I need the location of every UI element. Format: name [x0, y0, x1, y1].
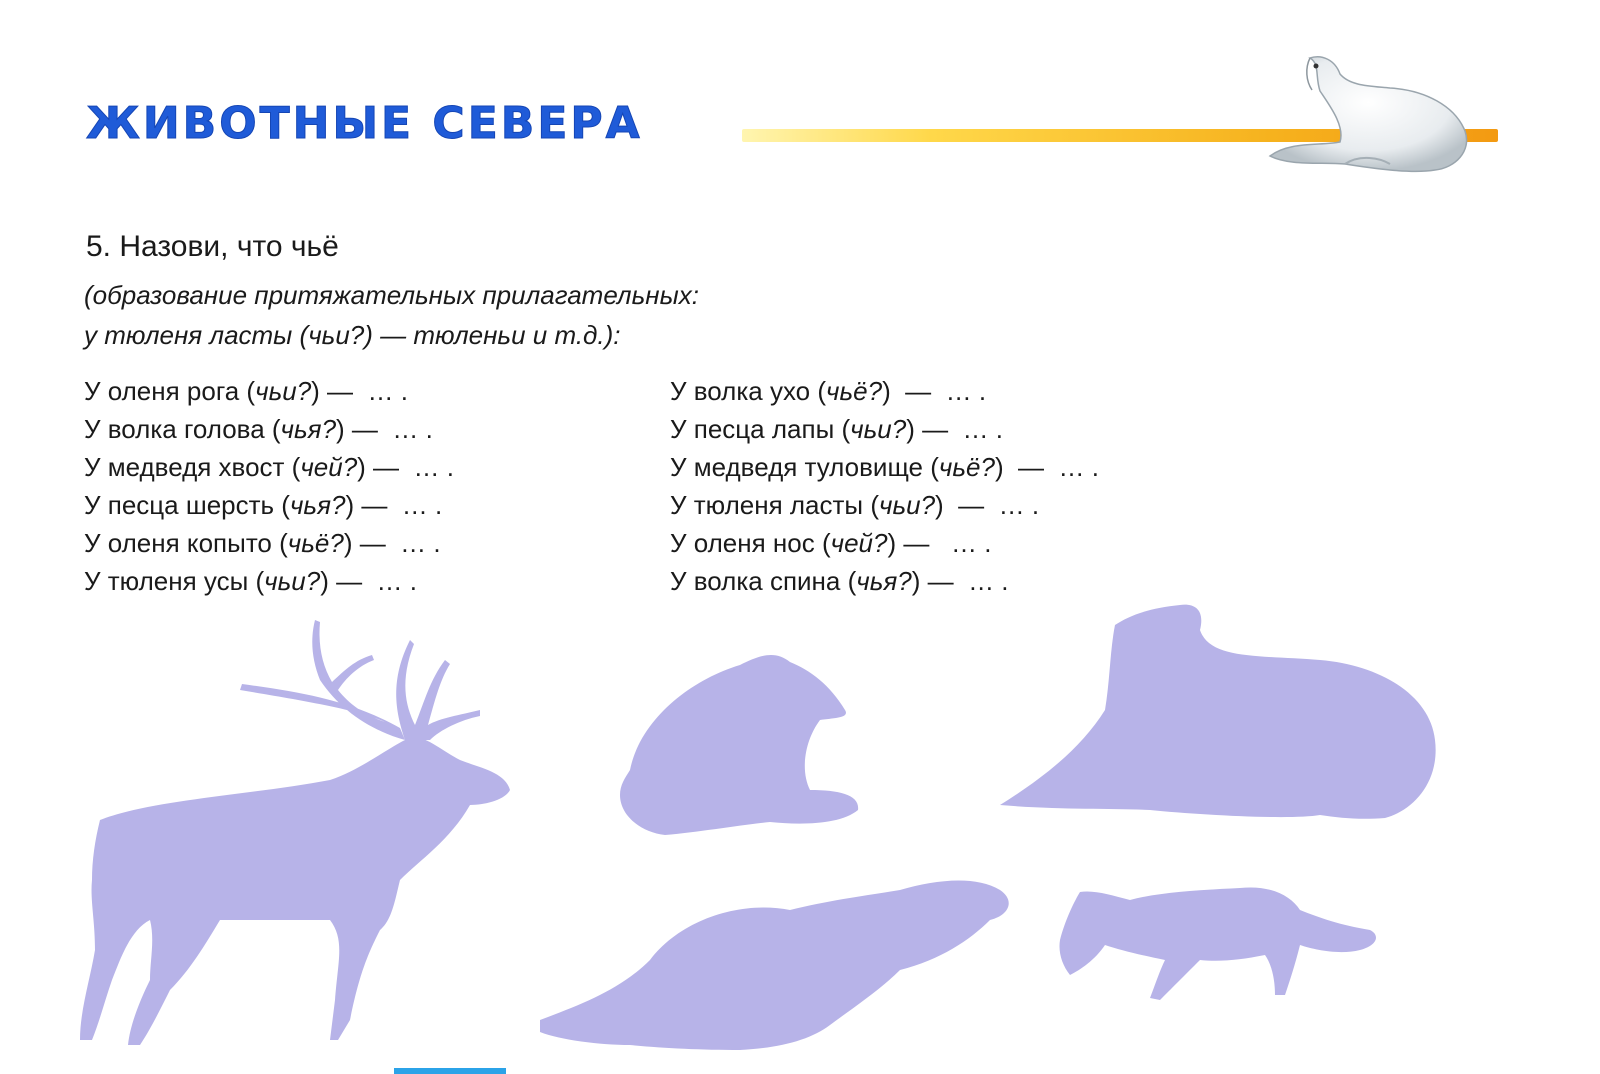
polar-bear-icon: [1250, 46, 1480, 186]
exercise-item: У песца лапы (чьи?) — … .: [670, 414, 1003, 444]
task-note-line: у тюленя ласты (чьи?) — тюленьи и т.д.):: [84, 320, 621, 350]
exercise-item: У оленя рога (чьи?) — … .: [84, 376, 408, 406]
exercise-item: У волка спина (чья?) — … .: [670, 566, 1009, 596]
seal-silhouette-icon: [540, 881, 1009, 1050]
bear-silhouette-icon: [620, 655, 858, 835]
exercise-item: У песца шерсть (чья?) — … .: [84, 490, 443, 520]
page-title: ЖИВОТНЫЕ СЕВЕРА: [86, 98, 643, 149]
exercise-list-right: [670, 372, 1099, 600]
deer-silhouette-icon: [80, 620, 510, 1045]
exercise-item: У медведя туловище (чьё?) — … .: [670, 452, 1099, 482]
exercise-item: У медведя хвост (чей?) — … .: [84, 452, 454, 482]
task-note: [84, 275, 699, 355]
exercise-item: У тюленя ласты (чьи?) — … .: [670, 490, 1040, 520]
task-heading: 5. Назови, что чьё: [86, 230, 339, 263]
exercise-list-left: [84, 372, 454, 600]
page-tab-marker: [394, 1068, 506, 1074]
wolf-silhouette-icon: [1000, 605, 1436, 819]
animal-silhouettes: [0, 600, 1600, 1074]
exercise-item: У волка ухо (чьё?) — … .: [670, 376, 987, 406]
exercise-item: У оленя нос (чей?) — … .: [670, 528, 992, 558]
task-note-line: (образование притяжательных прилагательных:: [84, 280, 699, 310]
exercise-item: У оленя копыто (чьё?) — … .: [84, 528, 441, 558]
exercise-item: У волка голова (чья?) — … .: [84, 414, 433, 444]
arctic-fox-silhouette-icon: [1059, 887, 1375, 1000]
exercise-item: У тюленя усы (чьи?) — … .: [84, 566, 417, 596]
